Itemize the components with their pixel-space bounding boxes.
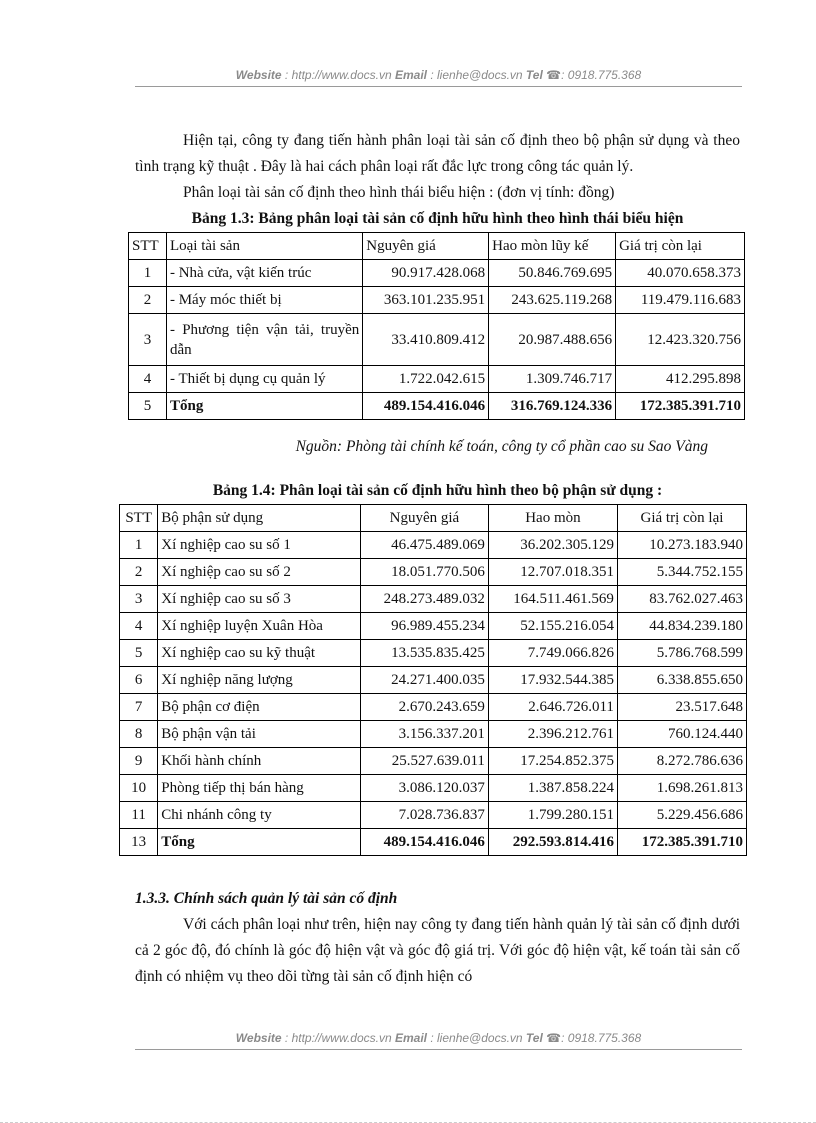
website-url[interactable]: : http://www.docs.vn xyxy=(284,68,392,82)
page-footer xyxy=(135,1031,742,1050)
website-label: Website xyxy=(235,68,282,82)
original-cost-cell: 18.051.770.506 xyxy=(360,559,488,586)
depreciation-cell: 50.846.769.695 xyxy=(489,260,616,287)
table2-caption: Bảng 1.4: Phân loại tài sản cố định hữu hình theo bộ phận sử dụng : xyxy=(212,482,663,499)
remaining-value-cell: 172.385.391.710 xyxy=(617,829,746,856)
remaining-value-cell: 44.834.239.180 xyxy=(617,613,746,640)
remaining-value-cell: 6.338.855.650 xyxy=(617,667,746,694)
header-cell: Nguyên giá xyxy=(360,505,488,532)
tel-label: Tel xyxy=(525,68,543,82)
depreciation-cell: 52.155.216.054 xyxy=(488,613,617,640)
email-value[interactable]: : lienhe@docs.vn xyxy=(430,1031,523,1045)
stt-cell: 6 xyxy=(120,667,158,694)
header-cell: Bộ phận sử dụng xyxy=(158,505,361,532)
remaining-value-cell: 40.070.658.373 xyxy=(616,260,745,287)
original-cost-cell: 248.273.489.032 xyxy=(360,586,488,613)
stt-cell: 5 xyxy=(129,393,167,420)
remaining-value-cell: 1.698.261.813 xyxy=(617,775,746,802)
table-row xyxy=(129,314,745,366)
depreciation-cell: 2.396.212.761 xyxy=(488,721,617,748)
tel-value: ☎: 0918.775.368 xyxy=(546,1031,642,1045)
table-row xyxy=(120,694,747,721)
table-row xyxy=(120,532,747,559)
table-fixed-assets-by-department xyxy=(119,504,747,856)
original-cost-cell: 2.670.243.659 xyxy=(360,694,488,721)
website-url[interactable]: : http://www.docs.vn xyxy=(284,1031,392,1045)
depreciation-cell: 20.987.488.656 xyxy=(489,314,616,366)
remaining-value-cell: 5.344.752.155 xyxy=(617,559,746,586)
stt-cell: 4 xyxy=(120,613,158,640)
depreciation-cell: 17.932.544.385 xyxy=(488,667,617,694)
table-row xyxy=(120,586,747,613)
header-cell: Hao mòn lũy kế xyxy=(489,233,616,260)
original-cost-cell: 33.410.809.412 xyxy=(363,314,489,366)
depreciation-cell: 36.202.305.129 xyxy=(488,532,617,559)
table-row xyxy=(129,366,745,393)
asset-type-cell: - Thiết bị dụng cụ quản lý xyxy=(166,366,362,393)
header-cell: STT xyxy=(120,505,158,532)
stt-cell: 2 xyxy=(120,559,158,586)
header-cell: Loại tài sản xyxy=(166,233,362,260)
email-value[interactable]: : lienhe@docs.vn xyxy=(430,68,523,82)
remaining-value-cell: 412.295.898 xyxy=(616,366,745,393)
table-row xyxy=(120,721,747,748)
depreciation-cell: 316.769.124.336 xyxy=(489,393,616,420)
intro-paragraph: Hiện tại, công ty đang tiến hành phân loại tài sản cố định theo bộ phận sử dụng và theo tình trạng kỹ thuật . Đây là hai cách phân loại rất đắc lực trong công tác quản lý. xyxy=(135,132,740,175)
original-cost-cell: 1.722.042.615 xyxy=(363,366,489,393)
depreciation-cell: 2.646.726.011 xyxy=(488,694,617,721)
remaining-value-cell: 760.124.440 xyxy=(617,721,746,748)
department-cell: Xí nghiệp cao su số 2 xyxy=(158,559,361,586)
asset-type-cell: - Nhà cửa, vật kiến trúc xyxy=(166,260,362,287)
tel-value: ☎: 0918.775.368 xyxy=(546,68,642,82)
original-cost-cell: 46.475.489.069 xyxy=(360,532,488,559)
email-label: Email xyxy=(394,68,427,82)
original-cost-cell: 3.086.120.037 xyxy=(360,775,488,802)
table-row xyxy=(120,775,747,802)
header-cell: Nguyên giá xyxy=(363,233,489,260)
table-row xyxy=(120,667,747,694)
stt-cell: 2 xyxy=(129,287,167,314)
remaining-value-cell: 83.762.027.463 xyxy=(617,586,746,613)
stt-cell: 9 xyxy=(120,748,158,775)
source-note: Nguồn: Phòng tài chính kế toán, công ty cổ phần cao su Sao Vàng xyxy=(295,438,708,455)
depreciation-cell: 243.625.119.268 xyxy=(489,287,616,314)
department-cell: Bộ phận cơ điện xyxy=(158,694,361,721)
header-cell: Giá trị còn lại xyxy=(617,505,746,532)
remaining-value-cell: 172.385.391.710 xyxy=(616,393,745,420)
remaining-value-cell: 8.272.786.636 xyxy=(617,748,746,775)
stt-cell: 8 xyxy=(120,721,158,748)
stt-cell: 3 xyxy=(129,314,167,366)
document-body xyxy=(125,128,743,990)
depreciation-cell: 17.254.852.375 xyxy=(488,748,617,775)
remaining-value-cell: 10.273.183.940 xyxy=(617,532,746,559)
table1-caption: Bảng 1.3: Bảng phân loại tài sản cố định hữu hình theo hình thái biểu hiện xyxy=(191,210,684,227)
tel-label: Tel xyxy=(525,1031,543,1045)
table-row xyxy=(120,613,747,640)
depreciation-cell: 1.309.746.717 xyxy=(489,366,616,393)
remaining-value-cell: 12.423.320.756 xyxy=(616,314,745,366)
depreciation-cell: 164.511.461.569 xyxy=(488,586,617,613)
table-fixed-assets-by-form xyxy=(128,232,745,420)
department-cell: Xí nghiệp luyện Xuân Hòa xyxy=(158,613,361,640)
table-row xyxy=(120,802,747,829)
asset-type-cell: - Phương tiện vận tải, truyền dẫn xyxy=(166,314,362,366)
stt-cell: 1 xyxy=(120,532,158,559)
original-cost-cell: 25.527.639.011 xyxy=(360,748,488,775)
original-cost-cell: 13.535.835.425 xyxy=(360,640,488,667)
table-row xyxy=(120,748,747,775)
table-header-row xyxy=(120,505,747,532)
department-cell: Phòng tiếp thị bán hàng xyxy=(158,775,361,802)
section-paragraph: Với cách phân loại như trên, hiện nay công ty đang tiến hành quản lý tài sản cố định dưới cả 2 góc độ, đó chính là góc độ hiện vật và góc độ giá trị. Với góc độ hiện vật, kế toán tài sản cố định có nhiệm vụ theo dõi từng tài sản cố định hiện có xyxy=(135,916,740,985)
depreciation-cell: 1.799.280.151 xyxy=(488,802,617,829)
total-label-cell: Tổng xyxy=(166,393,362,420)
stt-cell: 7 xyxy=(120,694,158,721)
original-cost-cell: 96.989.455.234 xyxy=(360,613,488,640)
table-row xyxy=(120,640,747,667)
stt-cell: 10 xyxy=(120,775,158,802)
department-cell: Xí nghiệp cao su kỹ thuật xyxy=(158,640,361,667)
stt-cell: 5 xyxy=(120,640,158,667)
header-cell: STT xyxy=(129,233,167,260)
original-cost-cell: 7.028.736.837 xyxy=(360,802,488,829)
department-cell: Xí nghiệp năng lượng xyxy=(158,667,361,694)
page-header xyxy=(135,68,742,87)
table-total-row xyxy=(120,829,747,856)
header-cell: Giá trị còn lại xyxy=(616,233,745,260)
stt-cell: 13 xyxy=(120,829,158,856)
depreciation-cell: 12.707.018.351 xyxy=(488,559,617,586)
classification-line: Phân loại tài sản cố định theo hình thái biểu hiện : (đơn vị tính: đồng) xyxy=(183,184,615,201)
remaining-value-cell: 5.786.768.599 xyxy=(617,640,746,667)
email-label: Email xyxy=(394,1031,427,1045)
depreciation-cell: 1.387.858.224 xyxy=(488,775,617,802)
department-cell: Xí nghiệp cao su số 3 xyxy=(158,586,361,613)
department-cell: Chi nhánh công ty xyxy=(158,802,361,829)
remaining-value-cell: 5.229.456.686 xyxy=(617,802,746,829)
department-cell: Xí nghiệp cao su số 1 xyxy=(158,532,361,559)
section-heading: 1.3.3. Chính sách quản lý tài sản cố định xyxy=(135,890,398,907)
remaining-value-cell: 119.479.116.683 xyxy=(616,287,745,314)
original-cost-cell: 489.154.416.046 xyxy=(360,829,488,856)
original-cost-cell: 90.917.428.068 xyxy=(363,260,489,287)
department-cell: Khối hành chính xyxy=(158,748,361,775)
stt-cell: 3 xyxy=(120,586,158,613)
original-cost-cell: 489.154.416.046 xyxy=(363,393,489,420)
stt-cell: 4 xyxy=(129,366,167,393)
stt-cell: 1 xyxy=(129,260,167,287)
table-row xyxy=(120,559,747,586)
table-row xyxy=(129,287,745,314)
table-total-row xyxy=(129,393,745,420)
table-row xyxy=(129,260,745,287)
header-cell: Hao mòn xyxy=(488,505,617,532)
table-header-row xyxy=(129,233,745,260)
original-cost-cell: 24.271.400.035 xyxy=(360,667,488,694)
website-label: Website xyxy=(235,1031,282,1045)
asset-type-cell: - Máy móc thiết bị xyxy=(166,287,362,314)
remaining-value-cell: 23.517.648 xyxy=(617,694,746,721)
depreciation-cell: 292.593.814.416 xyxy=(488,829,617,856)
stt-cell: 11 xyxy=(120,802,158,829)
total-label-cell: Tổng xyxy=(158,829,361,856)
original-cost-cell: 3.156.337.201 xyxy=(360,721,488,748)
depreciation-cell: 7.749.066.826 xyxy=(488,640,617,667)
original-cost-cell: 363.101.235.951 xyxy=(363,287,489,314)
department-cell: Bộ phận vận tải xyxy=(158,721,361,748)
